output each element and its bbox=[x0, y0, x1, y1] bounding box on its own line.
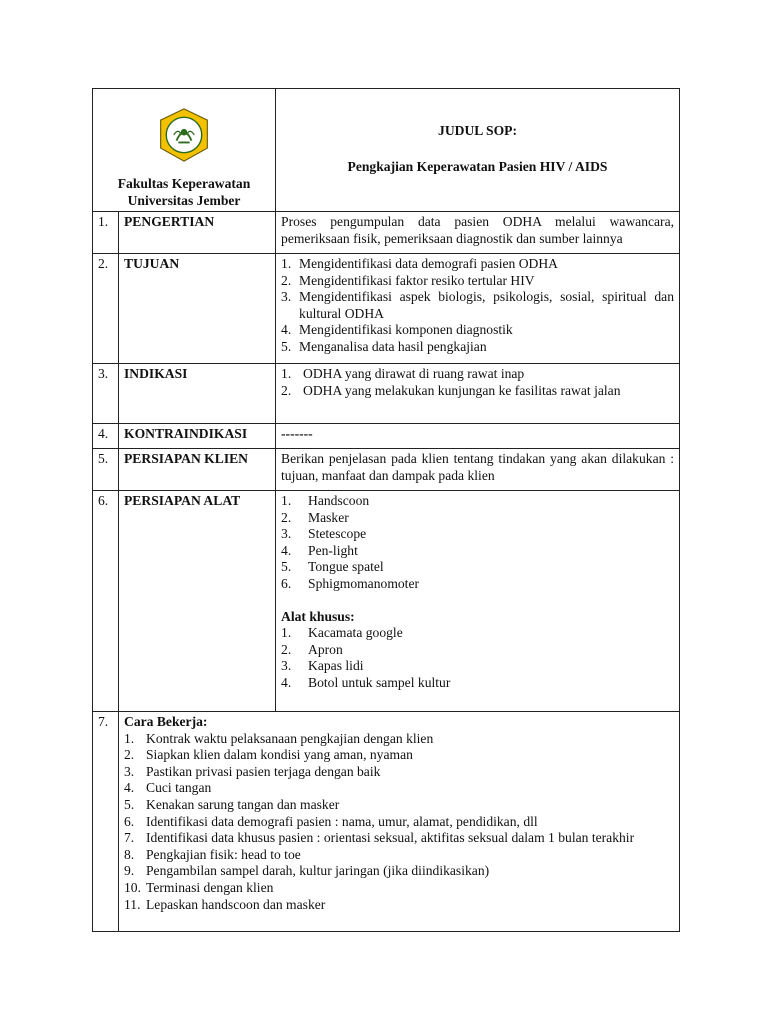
list-item-text: Handscoon bbox=[308, 493, 370, 508]
list-item bbox=[124, 764, 674, 781]
list-item bbox=[281, 543, 674, 560]
list-item-text: Mengidentifikasi aspek biologis, psikologis, sosial, spiritual dan kultural ODHA bbox=[299, 289, 675, 321]
list-item bbox=[124, 830, 674, 847]
list-item-number: 2. bbox=[281, 382, 292, 398]
indikasi-list-cell bbox=[276, 364, 680, 424]
list-item-number: 5. bbox=[281, 559, 292, 575]
title-cell bbox=[276, 89, 680, 212]
list-item-text: Pengambilan sampel darah, kultur jaringan (jika diindikasikan) bbox=[146, 863, 490, 879]
list-item bbox=[281, 625, 674, 642]
list-item bbox=[281, 675, 674, 692]
list-item-number: 8. bbox=[124, 846, 135, 862]
row-label: KONTRAINDIKASI bbox=[119, 424, 276, 449]
list-item-text: Lepaskan handscoon dan masker bbox=[146, 896, 326, 912]
list-item bbox=[124, 897, 674, 914]
list-item-number: 2. bbox=[281, 641, 292, 657]
list-item bbox=[281, 289, 674, 322]
row-pengertian bbox=[93, 212, 680, 254]
list-item-number: 1. bbox=[124, 730, 135, 746]
row-persiapan-klien bbox=[93, 449, 680, 491]
row-label: PERSIAPAN ALAT bbox=[119, 491, 276, 712]
list-item bbox=[124, 847, 674, 864]
list-item-number: 11. bbox=[124, 896, 141, 912]
cara-bekerja-list bbox=[124, 731, 674, 914]
list-item-text: Pastikan privasi pasien terjaga dengan baik bbox=[146, 763, 381, 779]
list-item-text: Mengidentifikasi faktor resiko tertular HIV bbox=[299, 272, 535, 288]
list-item-text: Terminasi dengan klien bbox=[146, 879, 274, 895]
row-label: PERSIAPAN KLIEN bbox=[119, 449, 276, 491]
list-item-text: Menganalisa data hasil pengkajian bbox=[299, 338, 487, 354]
list-item-number: 9. bbox=[124, 863, 135, 879]
list-item-text: Pengkajian fisik: head to toe bbox=[146, 846, 301, 862]
university-name: Universitas Jember bbox=[127, 193, 241, 208]
list-item-number: 2. bbox=[281, 272, 292, 288]
list-item-number: 4. bbox=[281, 674, 292, 690]
row-kontraindikasi bbox=[93, 424, 680, 449]
list-item-number: 5. bbox=[124, 796, 135, 812]
alat-khusus-list bbox=[281, 625, 674, 691]
list-item bbox=[281, 366, 674, 383]
list-item-number: 3. bbox=[124, 763, 135, 779]
alat-list bbox=[281, 493, 674, 593]
row-tujuan bbox=[93, 254, 680, 364]
list-item-text: Cuci tangan bbox=[146, 780, 212, 796]
sop-title: Pengkajian Keperawatan Pasien HIV / AIDS bbox=[347, 158, 608, 174]
list-item bbox=[124, 797, 674, 814]
sop-title-label: JUDUL SOP: bbox=[438, 123, 517, 138]
header-row bbox=[93, 89, 680, 212]
sop-table bbox=[92, 88, 680, 932]
list-item bbox=[281, 273, 674, 290]
university-logo bbox=[156, 107, 212, 163]
list-item-text: Mengidentifikasi komponen diagnostik bbox=[299, 322, 513, 338]
list-item-text: ODHA yang dirawat di ruang rawat inap bbox=[303, 366, 525, 381]
list-item bbox=[281, 510, 674, 527]
list-item-text: Tongue spatel bbox=[308, 559, 384, 575]
list-item-text: Pen-light bbox=[308, 542, 358, 558]
list-item-text: Siapkan klien dalam kondisi yang aman, nyaman bbox=[146, 747, 413, 763]
list-item-number: 3. bbox=[281, 289, 292, 305]
list-item bbox=[124, 880, 674, 897]
list-item-number: 1. bbox=[281, 366, 292, 381]
list-item-text: Apron bbox=[308, 641, 343, 657]
list-item bbox=[281, 383, 674, 400]
list-item-number: 1. bbox=[281, 625, 292, 641]
faculty-cell bbox=[93, 89, 276, 212]
list-item-number: 3. bbox=[281, 526, 292, 542]
persiapan-klien-text: Berikan penjelasan pada klien tentang tindakan yang akan dilakukan : tujuan, manfaat dan dampak pada klien bbox=[276, 449, 680, 491]
list-item-text: Kapas lidi bbox=[308, 658, 364, 674]
row-label: TUJUAN bbox=[119, 254, 276, 364]
list-item-number: 4. bbox=[281, 542, 292, 558]
list-item-number: 5. bbox=[281, 338, 292, 354]
faculty-name: Fakultas Keperawatan bbox=[117, 176, 251, 191]
list-item bbox=[124, 780, 674, 797]
persiapan-alat-cell bbox=[276, 491, 680, 712]
row-number: 3. bbox=[93, 364, 119, 424]
list-item-text: Sphigmomanomoter bbox=[308, 575, 420, 591]
row-number: 1. bbox=[93, 212, 119, 254]
list-item-text: Kacamata google bbox=[308, 625, 403, 641]
list-item-text: Identifikasi data demografi pasien : nama, umur, alamat, pendidikan, dll bbox=[146, 813, 538, 829]
list-item bbox=[281, 658, 674, 675]
row-number: 5. bbox=[93, 449, 119, 491]
list-item bbox=[124, 731, 674, 748]
list-item bbox=[281, 322, 674, 339]
list-item-text: Identifikasi data khusus pasien : orientasi seksual, aktifitas seksual dalam 1 bulan terakhir bbox=[146, 830, 635, 846]
list-item-text: ODHA yang melakukan kunjungan ke fasilitas rawat jalan bbox=[303, 382, 621, 398]
list-item bbox=[281, 493, 674, 510]
list-item-number: 2. bbox=[124, 747, 135, 763]
list-item bbox=[281, 559, 674, 576]
list-item-text: Mengidentifikasi data demografi pasien ODHA bbox=[299, 256, 558, 271]
tujuan-list-cell bbox=[276, 254, 680, 364]
list-item-text: Botol untuk sampel kultur bbox=[308, 674, 451, 690]
list-item-number: 1. bbox=[281, 256, 292, 271]
list-item bbox=[281, 642, 674, 659]
row-persiapan-alat bbox=[93, 491, 680, 712]
list-item-text: Kontrak waktu pelaksanaan pengkajian dengan klien bbox=[146, 730, 434, 746]
row-indikasi bbox=[93, 364, 680, 424]
list-item-number: 1. bbox=[281, 493, 292, 508]
list-item bbox=[281, 576, 674, 593]
row-number: 4. bbox=[93, 424, 119, 449]
list-item-number: 3. bbox=[281, 658, 292, 674]
list-item bbox=[124, 814, 674, 831]
row-cara-bekerja bbox=[93, 712, 680, 932]
list-item-text: Kenakan sarung tangan dan masker bbox=[146, 796, 340, 812]
list-item bbox=[124, 863, 674, 880]
list-item-number: 4. bbox=[124, 780, 135, 796]
list-item-number: 6. bbox=[281, 575, 292, 591]
row-number: 2. bbox=[93, 254, 119, 364]
cara-bekerja-cell bbox=[119, 712, 680, 932]
row-number: 7. bbox=[93, 712, 119, 932]
list-item bbox=[281, 526, 674, 543]
row-number: 6. bbox=[93, 491, 119, 712]
list-item-number: 6. bbox=[124, 813, 135, 829]
list-item bbox=[124, 747, 674, 764]
tujuan-list bbox=[281, 256, 674, 356]
list-item bbox=[281, 256, 674, 273]
row-label: INDIKASI bbox=[119, 364, 276, 424]
pengertian-text: Proses pengumpulan data pasien ODHA melalui wawancara, pemeriksaan fisik, pemeriksaan diagnostik dan sumber lainnya bbox=[276, 212, 680, 254]
kontraindikasi-text: ------- bbox=[276, 424, 680, 449]
list-item bbox=[281, 339, 674, 356]
cara-bekerja-label: Cara Bekerja: bbox=[124, 714, 208, 729]
list-item-number: 2. bbox=[281, 509, 292, 525]
alat-khusus-label: Alat khusus: bbox=[281, 608, 355, 624]
list-item-number: 7. bbox=[124, 830, 135, 846]
row-label: PENGERTIAN bbox=[119, 212, 276, 254]
list-item-text: Masker bbox=[308, 509, 349, 525]
list-item-text: Stetescope bbox=[308, 526, 367, 542]
list-item-number: 10. bbox=[124, 879, 141, 895]
list-item-number: 4. bbox=[281, 322, 292, 338]
indikasi-list bbox=[281, 366, 674, 399]
